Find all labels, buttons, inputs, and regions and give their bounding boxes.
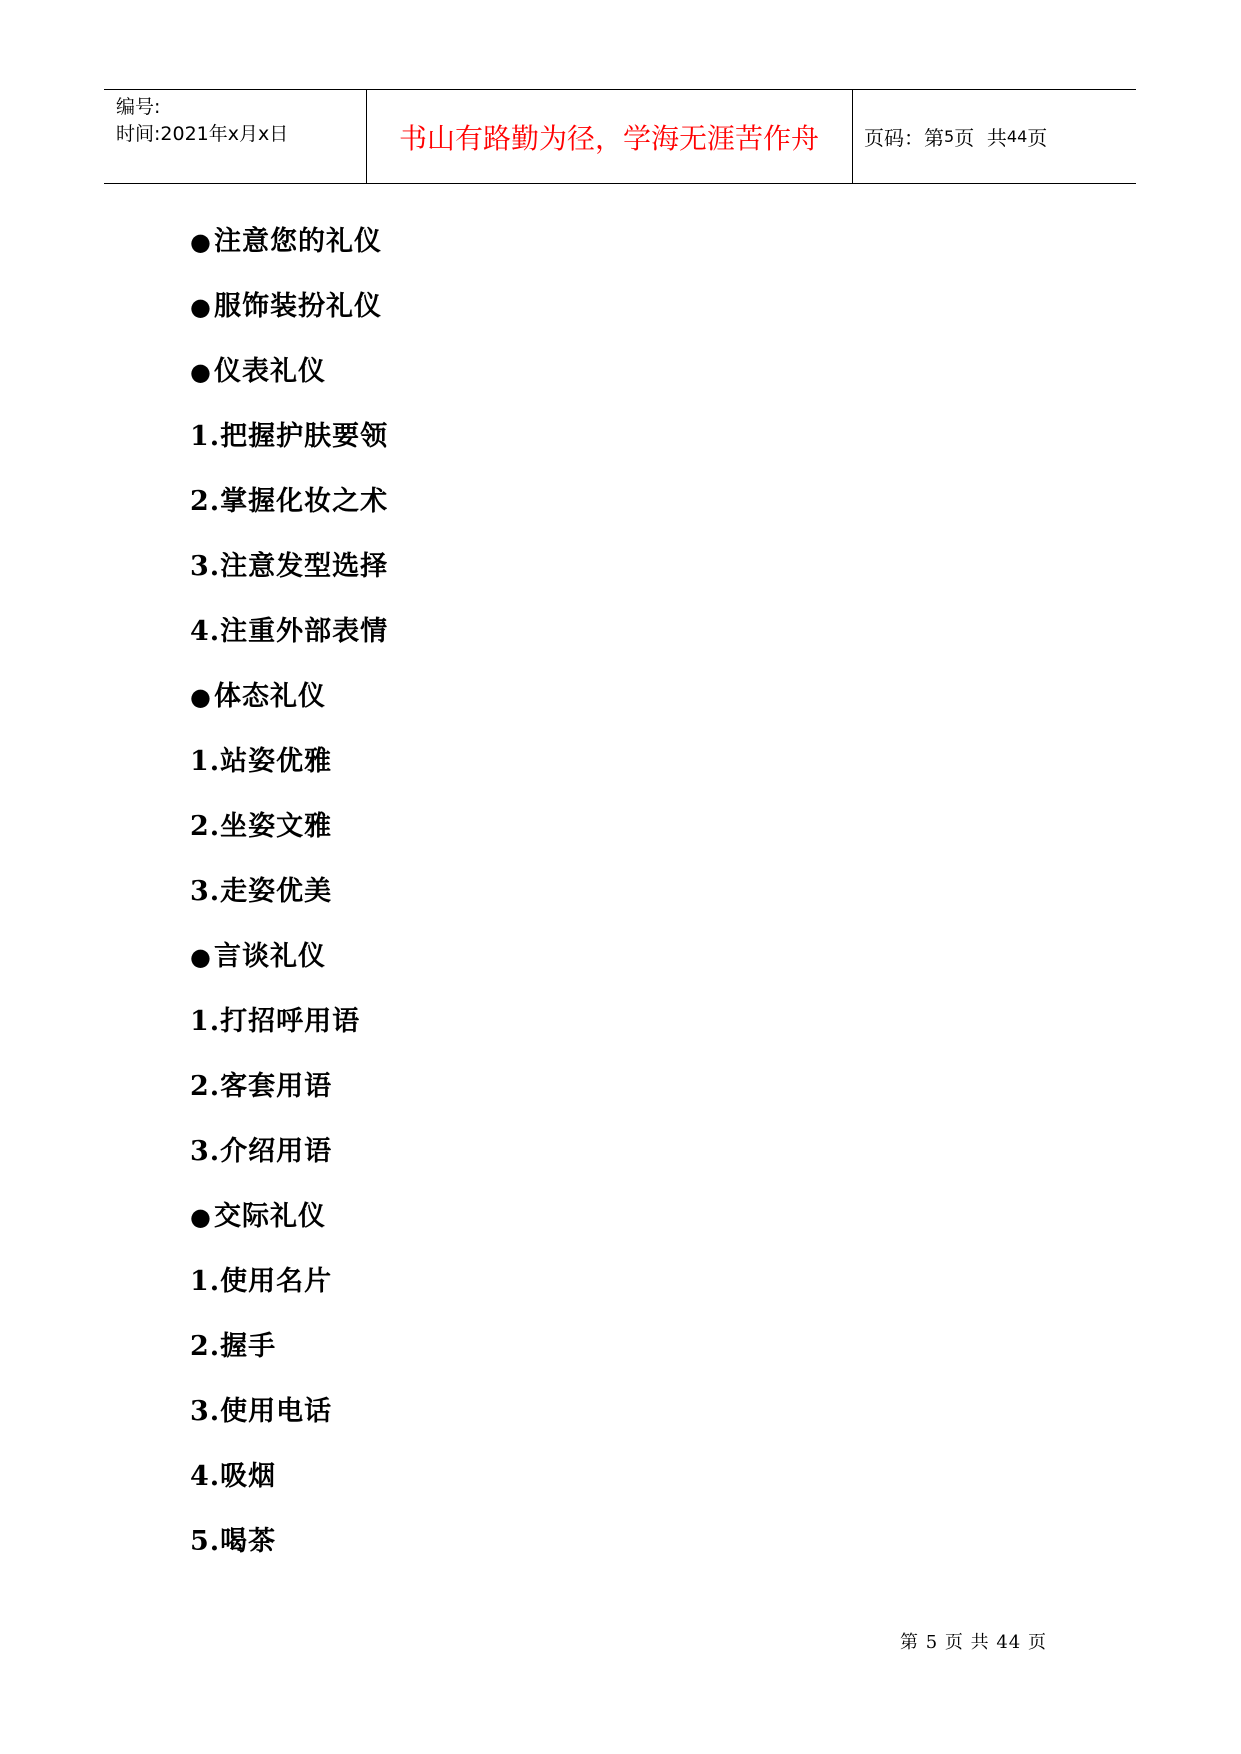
item-text: 2.掌握化妆之术 xyxy=(190,486,389,517)
list-item xyxy=(190,1456,388,1521)
bullet-icon: ● xyxy=(190,357,212,386)
item-text: 4.注重外部表情 xyxy=(190,616,389,647)
bullet-icon: ● xyxy=(190,227,212,256)
section-heading xyxy=(190,221,388,286)
section-heading xyxy=(190,676,388,741)
item-text: 3.注意发型选择 xyxy=(190,551,389,582)
list-item xyxy=(190,871,388,936)
etiquette-outline xyxy=(190,221,388,1586)
list-item xyxy=(190,1391,388,1456)
item-text: 仪表礼仪 xyxy=(213,356,326,387)
item-text: 交际礼仪 xyxy=(213,1201,326,1232)
page-header xyxy=(104,89,1136,184)
section-heading xyxy=(190,936,388,1001)
list-item xyxy=(190,416,388,481)
header-page-info xyxy=(864,90,1047,183)
list-item xyxy=(190,1521,388,1586)
serial-label: 编号: xyxy=(116,96,161,118)
bullet-icon: ● xyxy=(190,682,212,711)
header-divider xyxy=(852,90,853,183)
item-text: 5.喝茶 xyxy=(190,1526,277,1557)
list-item xyxy=(190,1066,388,1131)
bullet-icon: ● xyxy=(190,942,212,971)
bullet-icon: ● xyxy=(190,1202,212,1231)
list-item xyxy=(190,481,388,546)
list-item xyxy=(190,611,388,676)
item-text: 注意您的礼仪 xyxy=(213,226,382,257)
section-heading xyxy=(190,1196,388,1261)
page-footer: 第 5 页 共 44 页 xyxy=(900,1632,1047,1653)
list-item xyxy=(190,741,388,806)
item-text: 1.打招呼用语 xyxy=(190,1006,361,1037)
header-divider xyxy=(366,90,367,183)
page-suffix: 页 xyxy=(1027,126,1048,150)
page-total: 44 xyxy=(1006,127,1028,146)
item-text: 3.介绍用语 xyxy=(190,1136,333,1167)
header-meta xyxy=(116,94,288,148)
page-prefix: 页码：第 xyxy=(864,126,944,150)
list-item xyxy=(190,1326,388,1391)
list-item xyxy=(190,1001,388,1066)
list-item xyxy=(190,806,388,871)
item-text: 1.把握护肤要领 xyxy=(190,421,389,452)
list-item xyxy=(190,1131,388,1196)
section-heading xyxy=(190,351,388,416)
item-text: 服饰装扮礼仪 xyxy=(213,291,382,322)
time-label: 时间:2021年x月x日 xyxy=(116,123,289,145)
item-text: 体态礼仪 xyxy=(213,681,326,712)
item-text: 4.吸烟 xyxy=(190,1461,277,1492)
list-item xyxy=(190,546,388,611)
item-text: 3.使用电话 xyxy=(190,1396,333,1427)
item-text: 1.使用名片 xyxy=(190,1266,333,1297)
item-text: 2.坐姿文雅 xyxy=(190,811,333,842)
item-text: 2.握手 xyxy=(190,1331,277,1362)
section-heading xyxy=(190,286,388,351)
item-text: 言谈礼仪 xyxy=(213,941,326,972)
item-text: 1.站姿优雅 xyxy=(190,746,333,777)
bullet-icon: ● xyxy=(190,292,212,321)
page-number: 5 xyxy=(944,127,955,146)
page-mid: 页 共 xyxy=(954,126,1007,150)
item-text: 3.走姿优美 xyxy=(190,876,333,907)
header-motto: 书山有路勤为径，学海无涯苦作舟 xyxy=(398,121,819,155)
item-text: 2.客套用语 xyxy=(190,1071,333,1102)
list-item xyxy=(190,1261,388,1326)
